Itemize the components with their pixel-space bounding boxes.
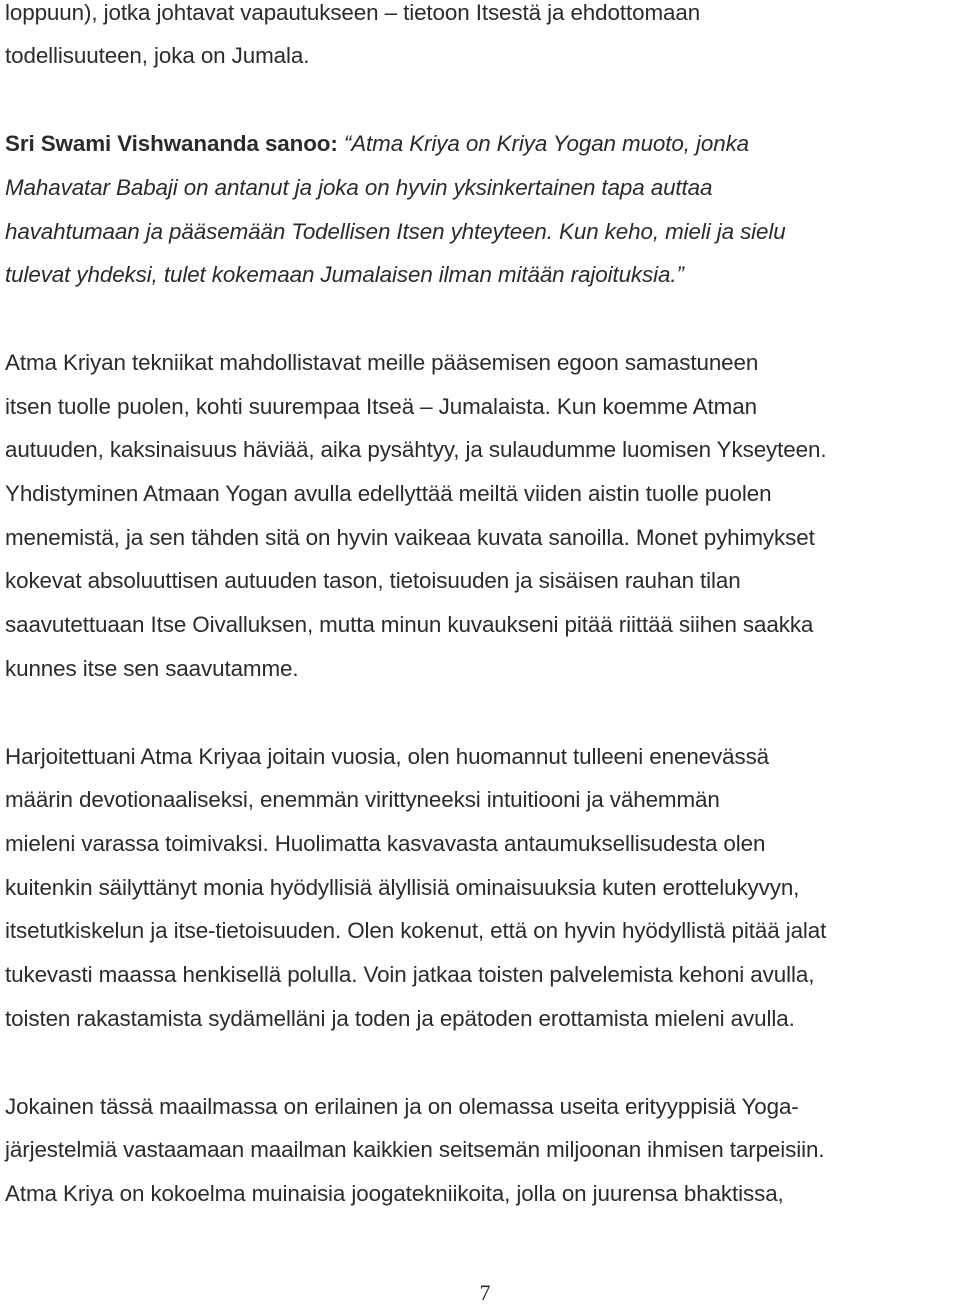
paragraph-4-line-3: Atma Kriya on kokoelma muinaisia joogatekniikoita, jolla on juurensa bhaktissa, xyxy=(5,1181,784,1206)
paragraph-2-line-2: itsen tuolle puolen, kohti suurempaa Itseä – Jumalaista. Kun koemme Atman xyxy=(5,394,757,419)
paragraph-3-line-7: toisten rakastamista sydämelläni ja toden ja epätoden erottamista mieleni avulla. xyxy=(5,1006,795,1031)
paragraph-3-line-5: itsetutkiskelun ja itse-tietoisuuden. Olen kokenut, että on hyvin hyödyllistä pitää jalat xyxy=(5,918,827,943)
paragraph-2-line-7: saavutettuaan Itse Oivalluksen, mutta minun kuvaukseni pitää riittää siihen saakka xyxy=(5,612,814,637)
paragraph-3-line-4: kuitenkin säilyttänyt monia hyödyllisiä älyllisiä ominaisuuksia kuten erottelukyvyn, xyxy=(5,875,800,900)
quote-speaker: Sri Swami Vishwananda sanoo: xyxy=(5,131,338,156)
quote-line-2: Mahavatar Babaji on antanut ja joka on hyvin yksinkertainen tapa auttaa xyxy=(5,175,713,200)
paragraph-2-line-3: autuuden, kaksinaisuus häviää, aika pysähtyy, ja sulaudumme luomisen Ykseyteen. xyxy=(5,437,827,462)
paragraph-3-line-6: tukevasti maassa henkisellä polulla. Voin jatkaa toisten palvelemista kehoni avulla, xyxy=(5,962,815,987)
quote-line-4: tulevat yhdeksi, tulet kokemaan Jumalaisen ilman mitään rajoituksia.” xyxy=(5,262,684,287)
paragraph-2-line-5: menemistä, ja sen tähden sitä on hyvin vaikeaa kuvata sanoilla. Monet pyhimykset xyxy=(5,525,815,550)
paragraph-3-line-2: määrin devotionaaliseksi, enemmän virittyneeksi intuitiooni ja vähemmän xyxy=(5,787,720,812)
paragraph-2-line-8: kunnes itse sen saavutamme. xyxy=(5,656,299,681)
quote-line-3: havahtumaan ja pääsemään Todellisen Itsen yhteyteen. Kun keho, mieli ja sielu xyxy=(5,219,786,244)
paragraph-4-line-2: järjestelmiä vastaamaan maailman kaikkien seitsemän miljoonan ihmisen tarpeisiin. xyxy=(5,1137,825,1162)
intro-line-1: loppuun), jotka johtavat vapautukseen – tietoon Itsestä ja ehdottomaan xyxy=(5,0,701,25)
paragraph-3-line-1: Harjoitettuani Atma Kriyaa joitain vuosia, olen huomannut tulleeni enenevässä xyxy=(5,744,770,769)
intro-line-2: todellisuuteen, joka on Jumala. xyxy=(5,43,310,68)
paragraph-4-line-1: Jokainen tässä maailmassa on erilainen ja on olemassa useita erityyppisiä Yoga- xyxy=(5,1094,799,1119)
paragraph-2-line-4: Yhdistyminen Atmaan Yogan avulla edellyttää meiltä viiden aistin tuolle puolen xyxy=(5,481,772,506)
quote-line-1 xyxy=(5,131,749,157)
paragraph-2-line-6: kokevat absoluuttisen autuuden tason, tietoisuuden ja sisäisen rauhan tilan xyxy=(5,568,741,593)
paragraph-3-line-3: mieleni varassa toimivaksi. Huolimatta kasvavasta antaumuksellisudesta olen xyxy=(5,831,766,856)
quote-text-start: “Atma Kriya on Kriya Yogan muoto, jonka xyxy=(337,131,750,156)
page-number: 7 xyxy=(479,1280,491,1305)
paragraph-2-line-1: Atma Kriyan tekniikat mahdollistavat meille pääsemisen egoon samastuneen xyxy=(5,350,759,375)
